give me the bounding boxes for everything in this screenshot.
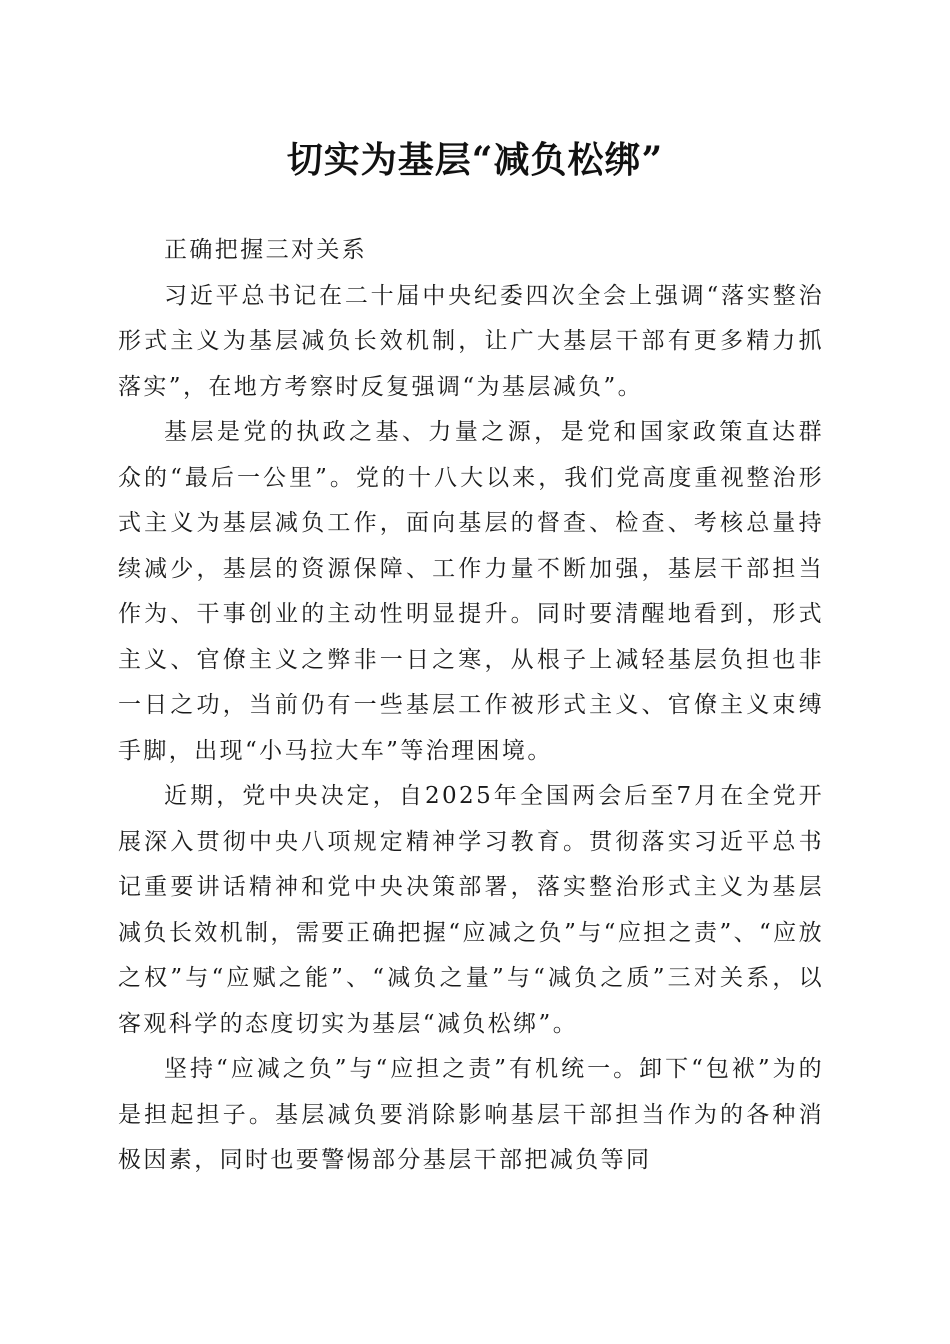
paragraph: 近期，党中央决定，自2025年全国两会后至7月在全党开展深入贯彻中央八项规定精神学习教育。贯彻落实习近平总书记重要讲话精神和党中央决策部署，落实整治形式主义为基层减负长效机制，需要正确把握“应减之负”与“应担之责”、“应放之权”与“应赋之能”、“减负之量”与“减负之质”三对关系，以客观科学的态度切实为基层“减负松绑”。	[118, 783, 824, 1037]
paragraph: 基层是党的执政之基、力量之源，是党和国家政策直达群众的“最后一公里”。党的十八大以来，我们党高度重视整治形式主义为基层减负工作，面向基层的督查、检查、考核总量持续减少，基层的资源保障、工作力量不断加强，基层干部担当作为、干事创业的主动性明显提升。同时要清醒地看到，形式主义、官僚主义之弊非一日之寒，从根子上减轻基层负担也非一日之功，当前仍有一些基层工作被形式主义、官僚主义束缚手脚，出现“小马拉大车”等治理困境。	[118, 419, 824, 764]
paragraph: 坚持“应减之负”与“应担之责”有机统一。卸下“包袱”为的是担起担子。基层减负要消除影响基层干部担当作为的各种消极因素，同时也要警惕部分基层干部把减负等同	[118, 1056, 824, 1173]
document-title: 切实为基层“减负松绑”	[286, 139, 664, 181]
document-body	[118, 228, 824, 1184]
paragraph: 习近平总书记在二十届中央纪委四次全会上强调“落实整治形式主义为基层减负长效机制，让广大基层干部有更多精力抓落实”，在地方考察时反复强调“为基层减负”。	[118, 282, 824, 400]
section-heading: 正确把握三对关系	[164, 237, 368, 263]
